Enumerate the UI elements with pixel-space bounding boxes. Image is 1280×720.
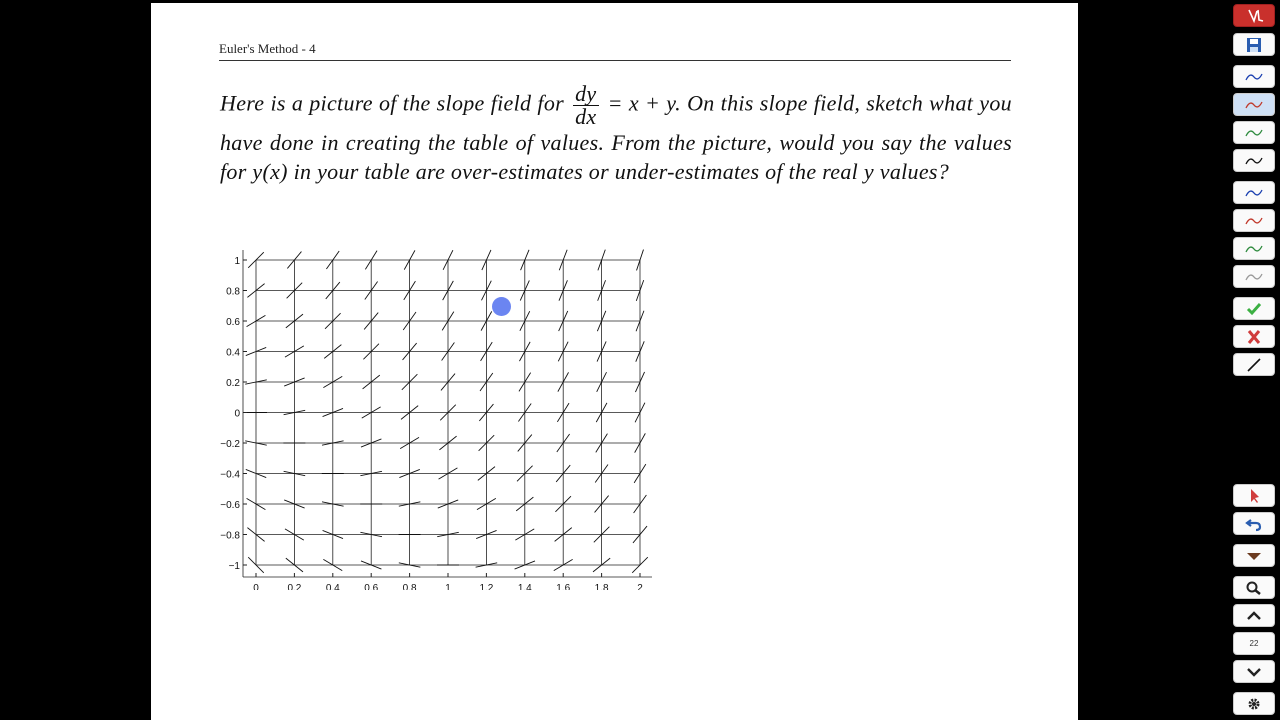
zoom-button[interactable] [1233,576,1275,599]
question-part4: values? [879,159,950,184]
annotation-toolbar [1233,0,1275,720]
variable-y: y [863,159,874,184]
menu-dropdown-button[interactable] [1233,544,1275,567]
x-tick-label: 0.6 [364,583,379,590]
pen-stroke-icon [1243,153,1265,169]
fraction-numerator: dy [575,81,597,106]
x-cross-icon [1243,329,1265,345]
y-tick-label: 0.8 [226,286,240,298]
app-logo-button[interactable] [1233,4,1275,27]
y-tick-label: 0.4 [226,347,240,359]
pen-color-button[interactable] [1233,149,1275,172]
x-tick-label: 0.4 [325,583,340,590]
x-tick-label: 1 [445,583,451,590]
x-tick-label: 0.2 [287,583,302,590]
pen-logo-icon [1243,8,1265,24]
x-tick-label: 1.6 [556,583,571,590]
y-tick-label: −0.6 [220,500,240,511]
chevron-up-icon [1243,608,1265,624]
y-tick-label: 0 [234,408,240,420]
pen-stroke-icon [1243,269,1265,285]
y-tick-label: 0.2 [226,378,240,389]
check-icon [1243,301,1265,317]
x-tick-label: 1.4 [517,583,532,590]
page-header: Euler's Method - 4 [219,41,1011,61]
settings-button[interactable] [1233,692,1275,715]
pen-color-button[interactable] [1233,265,1275,288]
question-part3: in your table are over-estimates or under-estimates of the real [293,159,859,184]
equation-rhs: = x + y. [607,90,681,116]
pen-stroke-icon [1243,185,1265,201]
caret-down-icon [1243,548,1265,564]
question-part1: Here is a picture of the slope field for [220,90,565,116]
x-tick-labels [253,573,643,590]
line-tool-button[interactable] [1233,353,1275,376]
floppy-disk-icon [1243,37,1265,53]
x-tick-label: 0.8 [402,583,417,590]
x-tick-label: 1.8 [594,583,609,590]
pen-color-button[interactable] [1233,93,1275,116]
pen-stroke-icon [1243,241,1265,257]
y-tick-label: 1 [234,256,240,267]
undo-icon [1243,516,1265,532]
pen-color-button[interactable] [1233,65,1275,88]
x-tick-label: 0 [253,583,259,590]
slope-segments [245,250,648,573]
save-button[interactable] [1233,33,1275,56]
page-number: 22 [1249,639,1259,648]
chevron-down-icon [1243,664,1265,680]
page-number-indicator [1233,632,1275,655]
x-tick-label: 1.2 [479,583,494,590]
question-part2: On this slope field, sketch what you have done in creating the table of values. From the picture, would you say the values for [220,90,1012,184]
previous-page-button[interactable] [1233,604,1275,627]
line-icon [1243,357,1265,373]
gear-icon [1243,696,1265,712]
magnifier-icon [1243,580,1265,596]
y-tick-label: −0.4 [220,469,240,481]
y-tick-label: −1 [228,561,240,572]
x-tick-label: 2 [637,583,643,590]
pen-stroke-icon [1243,125,1265,141]
check-mark-button[interactable] [1233,297,1275,320]
y-tick-label: −0.8 [220,530,240,542]
pen-stroke-icon [1243,97,1265,113]
pen-color-button[interactable] [1233,181,1275,204]
function-yx: y(x) [252,159,288,184]
pen-color-button[interactable] [1233,121,1275,144]
y-tick-label: −0.2 [220,439,240,450]
pen-stroke-icon [1243,69,1265,85]
pointer-cursor-dot [492,297,511,316]
slope-field-plot [215,245,660,590]
y-tick-label: 0.6 [226,317,240,328]
cross-mark-button[interactable] [1233,325,1275,348]
pen-color-button[interactable] [1233,237,1275,260]
question-text [220,83,1012,186]
undo-button[interactable] [1233,512,1275,535]
next-page-button[interactable] [1233,660,1275,683]
pen-stroke-icon [1243,213,1265,229]
pointer-tool-button[interactable] [1233,484,1275,507]
arrow-pointer-icon [1243,488,1265,504]
derivative-fraction [573,83,598,128]
pen-color-button[interactable] [1233,209,1275,232]
fraction-denominator: dx [575,104,597,129]
